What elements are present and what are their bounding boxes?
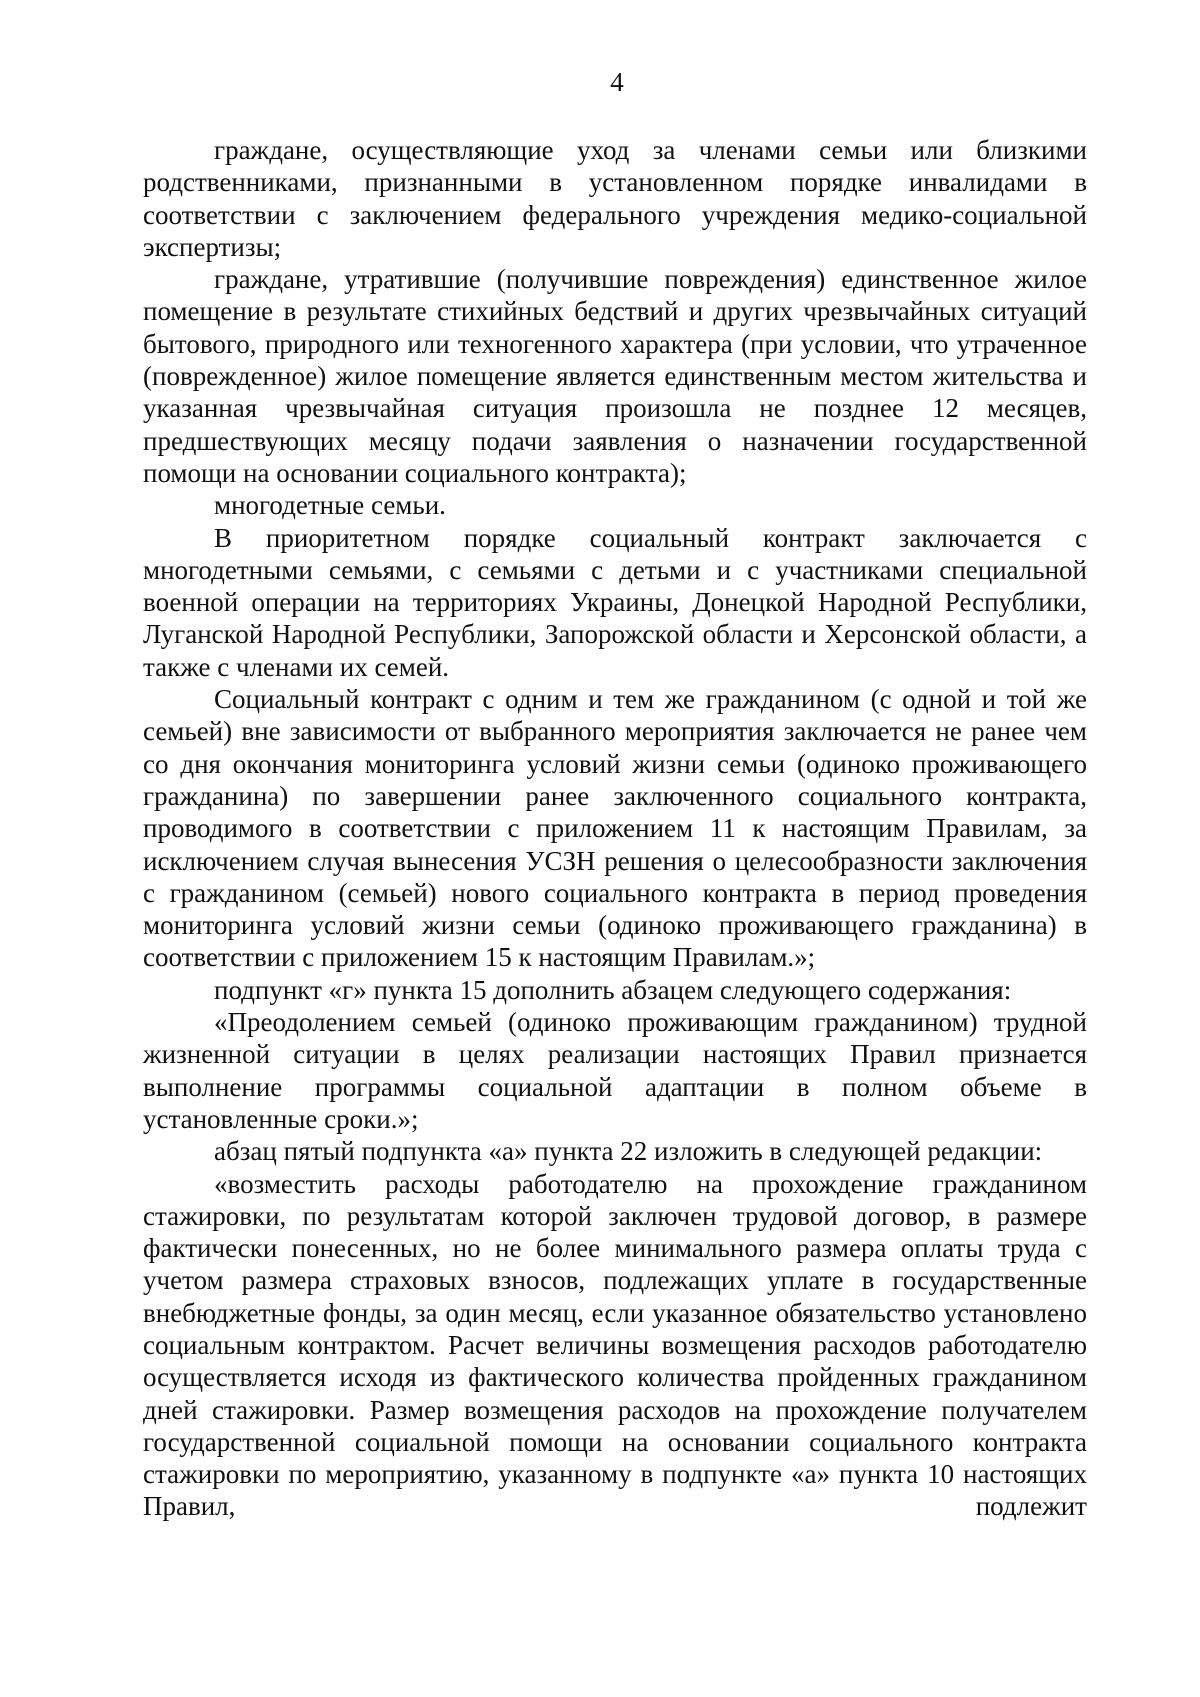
paragraph-repeat-contract: Социальный контракт с одним и тем же гражданином (с одной и той же семьей) вне зависимости от выбранного мероприятия заключается не ранее чем со дня окончания мониторинга условий жизни семьи (одиноко проживающего гражданина) по завершении ранее заключенного социального контракта, проводимого в соответствии с приложением 11 к настоящим Правилам, за исключением случая вынесения УСЗН решения о целесообразности заключения с гражданином (семьей) нового социального контракта в период проведения мониторинга условий жизни семьи (одиноко проживающего гражданина) в соответствии с приложением 15 к настоящим Правилам.»; <box>143 684 1087 973</box>
paragraph-priority-order: В приоритетном порядке социальный контракт заключается с многодетными семьями, с семьями с детьми и с участниками специальной военной операции на территориях Украины, Донецкой Народной Республики, Луганской Народной Республики, Запорожской области и Херсонской области, а также с членами их семей. <box>143 522 1087 682</box>
document-body <box>143 134 1087 1523</box>
paragraph-reimbursement: «возместить расходы работодателю на прохождение гражданином стажировки, по результатам которой заключен трудовой договор, в размере фактически понесенных, но не более минимального размера оплаты труда с учетом размера страховых взносов, подлежащих уплате в государственные внебюджетные фонды, за один месяц, если указанное обязательство установлено социальным контрактом. Расчет величины возмещения расходов работодателю осуществляется исходя из фактического количества пройденных гражданином дней стажировки. Размер возмещения расходов на прохождение получателем государственной социальной помощи на основании социального контракта стажировки по мероприятию, указанному в подпункте «а» пункта 10 настоящих Правил, подлежит <box>143 1168 1087 1522</box>
page-number: 4 <box>610 67 624 97</box>
paragraph-overcoming-definition: «Преодолением семьей (одиноко проживающим гражданином) трудной жизненной ситуации в целях реализации настоящих Правил признается выполнение программы социальной адаптации в полном объеме в установленные сроки.»; <box>143 1007 1087 1134</box>
paragraph-amendment-15g: подпункт «г» пункта 15 дополнить абзацем следующего содержания: <box>214 974 1012 1005</box>
paragraph-caregivers: граждане, осуществляющие уход за членами семьи или близкими родственниками, признанными в установленном порядке инвалидами в соответствии с заключением федерального учреждения медико-социальной экспертизы; <box>143 135 1087 262</box>
paragraph-amendment-22a: абзац пятый подпункта «а» пункта 22 изложить в следующей редакции: <box>214 1136 1043 1167</box>
paragraph-large-families: многодетные семьи. <box>214 490 446 521</box>
paragraph-disaster-victims: граждане, утратившие (получившие повреждения) единственное жилое помещение в результате стихийных бедствий и других чрезвычайных ситуаций бытового, природного или техногенного характера (при условии, что утраченное (поврежденное) жилое помещение является единственным местом жительства и указанная чрезвычайная ситуация произошла не позднее 12 месяцев, предшествующих месяцу подачи заявления о назначении государственной помощи на основании социального контракта); <box>143 264 1087 488</box>
